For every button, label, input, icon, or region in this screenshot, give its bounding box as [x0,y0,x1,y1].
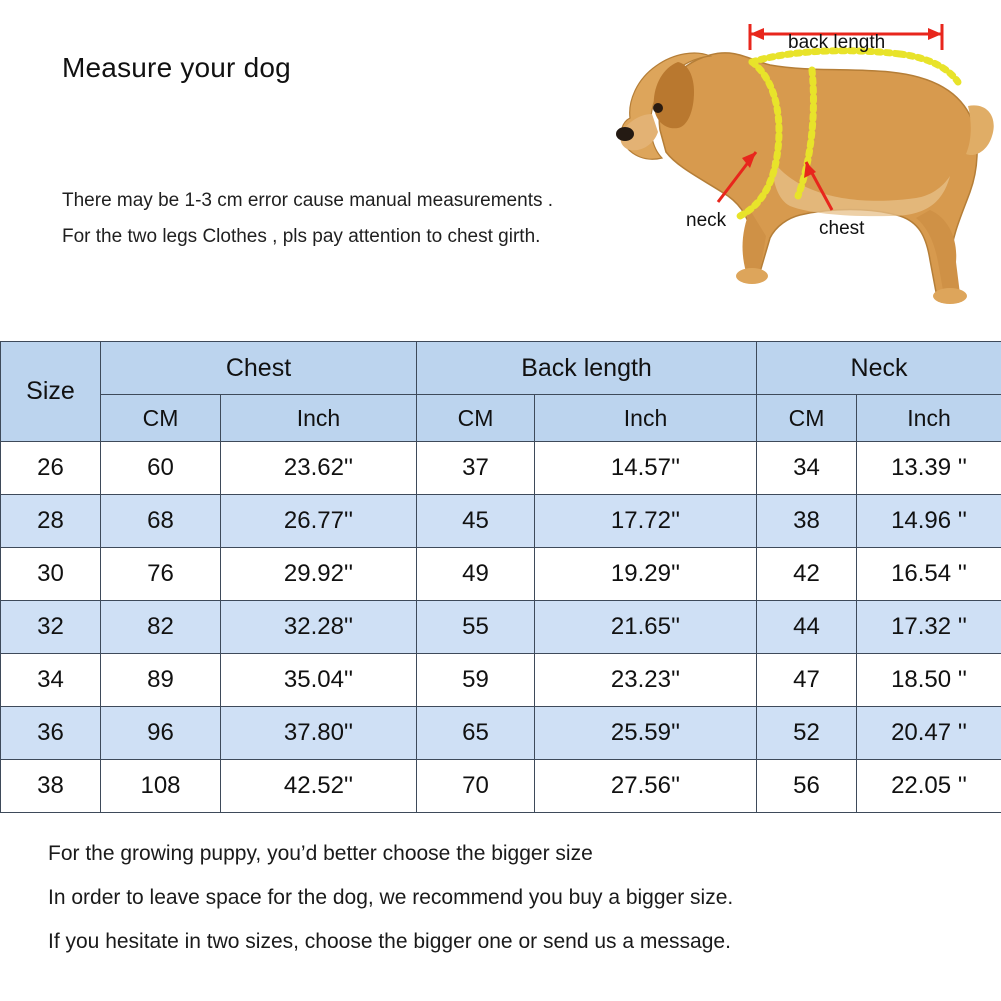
subheader-back-inch: Inch [535,395,757,442]
cell-neck-cm: 44 [757,601,857,654]
cell-chest-in: 29.92'' [221,548,417,601]
label-back-length: back length [788,32,886,53]
cell-back-cm: 49 [417,548,535,601]
cell-back-in: 17.72'' [535,495,757,548]
table-row [1,654,1001,707]
cell-back-in: 23.23'' [535,654,757,707]
cell-chest-in: 37.80'' [221,707,417,760]
size-chart-table [0,341,1001,813]
cell-chest-cm: 82 [101,601,221,654]
table-row [1,548,1001,601]
table-row [1,760,1001,813]
cell-chest-in: 23.62'' [221,442,417,495]
cell-neck-cm: 38 [757,495,857,548]
cell-neck-cm: 47 [757,654,857,707]
page-title: Measure your dog [62,52,291,83]
cell-chest-cm: 76 [101,548,221,601]
cell-size: 26 [1,442,101,495]
cell-neck-cm: 52 [757,707,857,760]
footer-notes [0,832,1001,964]
measurement-note-1: There may be 1-3 cm error cause manual measurements . [62,190,554,211]
cell-chest-cm: 108 [101,760,221,813]
cell-size: 28 [1,495,101,548]
cell-back-in: 25.59'' [535,707,757,760]
subheader-neck-cm: CM [757,395,857,442]
cell-chest-cm: 68 [101,495,221,548]
cell-neck-in: 16.54 '' [857,548,1001,601]
table-row [1,707,1001,760]
cell-chest-in: 35.04'' [221,654,417,707]
cell-size: 38 [1,760,101,813]
table-row [1,442,1001,495]
cell-back-cm: 37 [417,442,535,495]
cell-back-cm: 55 [417,601,535,654]
footer-line-1: For the growing puppy, you’d better choose the bigger size [48,842,593,865]
table-row [1,601,1001,654]
cell-neck-in: 17.32 '' [857,601,1001,654]
subheader-neck-inch: Inch [857,395,1001,442]
subheader-chest-inch: Inch [221,395,417,442]
cell-back-in: 19.29'' [535,548,757,601]
table-subheader-row [1,395,1001,442]
footer-line-2: In order to leave space for the dog, we recommend you buy a bigger size. [48,886,734,909]
cell-size: 34 [1,654,101,707]
cell-neck-in: 22.05 '' [857,760,1001,813]
dog-illustration [600,10,1000,320]
cell-back-cm: 59 [417,654,535,707]
subheader-back-cm: CM [417,395,535,442]
cell-neck-in: 20.47 '' [857,707,1001,760]
cell-chest-in: 42.52'' [221,760,417,813]
cell-neck-cm: 56 [757,760,857,813]
cell-size: 30 [1,548,101,601]
column-header-back-length: Back length [417,342,757,395]
cell-neck-cm: 34 [757,442,857,495]
dog-drawing [600,10,1000,320]
measurement-note-2: For the two legs Clothes , pls pay attention to chest girth. [62,226,541,247]
subheader-chest-cm: CM [101,395,221,442]
cell-chest-in: 32.28'' [221,601,417,654]
table-head [1,342,1001,442]
cell-size: 36 [1,707,101,760]
column-header-neck: Neck [757,342,1001,395]
cell-chest-cm: 60 [101,442,221,495]
cell-neck-in: 18.50 '' [857,654,1001,707]
table-header-row [1,342,1001,395]
cell-back-in: 27.56'' [535,760,757,813]
cell-chest-cm: 89 [101,654,221,707]
cell-neck-in: 14.96 '' [857,495,1001,548]
cell-chest-cm: 96 [101,707,221,760]
header-section [0,0,1001,320]
cell-back-cm: 45 [417,495,535,548]
cell-chest-in: 26.77'' [221,495,417,548]
label-neck: neck [686,210,727,231]
cell-back-in: 21.65'' [535,601,757,654]
cell-back-in: 14.57'' [535,442,757,495]
cell-back-cm: 70 [417,760,535,813]
column-header-size: Size [1,342,101,442]
table-body [1,442,1001,813]
table-row [1,495,1001,548]
cell-neck-cm: 42 [757,548,857,601]
cell-neck-in: 13.39 '' [857,442,1001,495]
cell-back-cm: 65 [417,707,535,760]
footer-line-3: If you hesitate in two sizes, choose the bigger one or send us a message. [48,930,731,953]
cell-size: 32 [1,601,101,654]
column-header-chest: Chest [101,342,417,395]
label-chest: chest [819,218,865,239]
